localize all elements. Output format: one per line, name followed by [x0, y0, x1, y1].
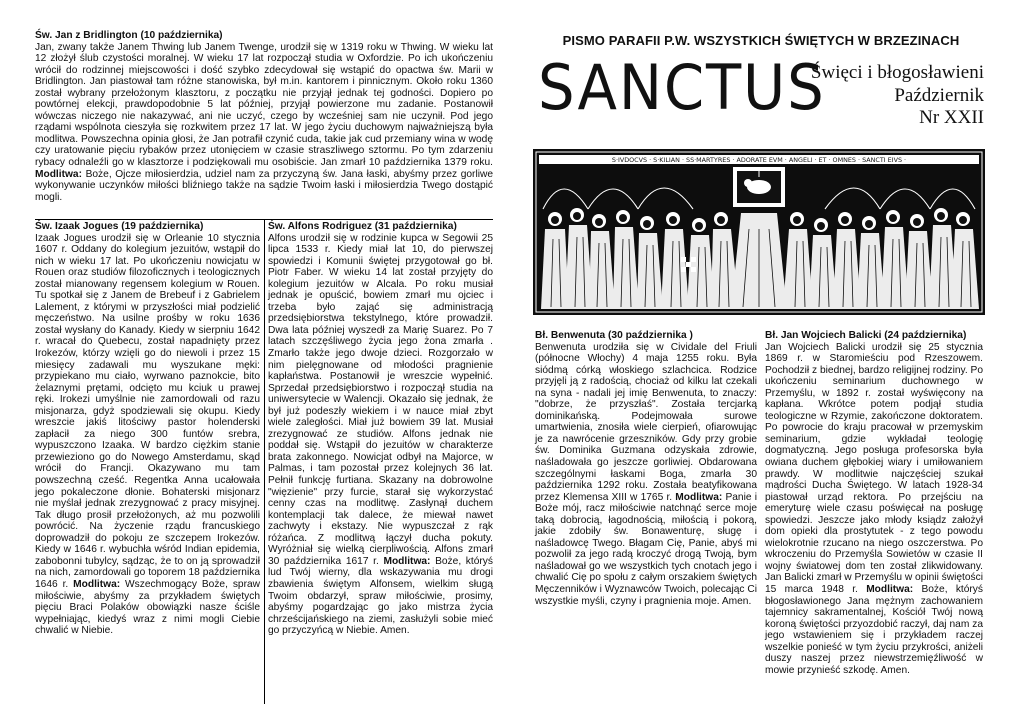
prayer-label: Modlitwa: — [675, 491, 723, 503]
article-heading: Św. Alfons Rodriguez (31 października) — [268, 221, 457, 232]
all-saints-woodcut-illustration — [533, 149, 985, 315]
issue-subtitle — [811, 62, 984, 130]
article-body: Izaak Jogues urodził się w Orleanie 10 stycznia 1607 r. Oddany do kolegium jezuitów, wstąpił do nich w wieku 17 lat. Po ukończeniu nowicjatu w Rouen oraz studiów filozoficznych i teologicznych został mianowany regensem kolegium w Rouen. Tu spotkał się z Janem de Brebeuf i z Gabrielem Lalement, z którymi w przyszłości miał podzielić męczeństwo. Na usilne prośby w roku 1636 został wysłany do Kanady. Kiedy w sierpniu 1642 r. wracał do Quebecu, został napadnięty przez Irokezów, którzy wzięli go do niewoli i przez 15 miesięcy zadawali mu wyszukane męki: przypiekano mu ciało, wyrwano paznokcie, bito żelaznymi prętami, odcięto mu kciuk u prawej ręki. Irokezi umyślnie nie zamordowali od razu misjonarza, gdyż spodziewali się okupu. Kiedy wreszcie jakiś litościwy pastor holenderski zapłacił za niego 300 funtów srebra, wypuszczono Izaaka. W bardzo ciężkim stanie przewieziono go do Nowego Amsterdamu, skąd wrócił do Francji. Okazywano mu tam powszechną cześć. Regentka Anna ucałowała jego pokaleczone dłonie. Bohaterski misjonarz nie myślał jednak zrezygnować z pracy misyjnej. Tak długo prosił przełożonych, aż mu pozwolili powrócić. Na życzenie rządu francuskiego doprowadził do pokoju ze szczepem Irokezów. Kiedy w 1646 r. wybuchła wśród Indian epidemia, zabobonni tubylcy, sądząc, że to on ją sprowadził na nich, zamordowali go toporem 18 października 1646 r. Modlitwa: Wszechmogący Boże, spraw miłościwie, abyśmy za przykładem świętych pięciu Braci Polaków obowiązki nasze ściśle wypełniając, kiedyś wraz z nimi mogli Ciebie chwalić w Niebie. — [35, 232, 260, 637]
article-izaak-jogues — [35, 221, 260, 637]
article-jan-bridlington — [35, 30, 493, 203]
article-jan-balicki — [765, 330, 983, 676]
prayer-text: Panie i Boże mój, racz miłościwie natchnąć serce moje taką dobrocią, łagodnością, miłością i pokorą, jakie zdobiły św. Bonawenturę, sługę i naśladowcę Twego. Błagam Cię, Panie, abyś mi pozwolił za jego radą kroczyć drogą Twoją, bym naśladował go we wszystkich tych cnotach jego i chwalić Cię po społu z całym orszakiem świętych Męczenników i Wyznawców Twoich, polecając Ci wszystkie myśli, czyny i pragnienia moje. Amen. — [535, 491, 757, 607]
prayer-text: Boże, któryś lud Twój wierny, dla wskazywania mu drogi zbawienia świętym Alfonsem, wielkim sługą Twoim obdarzył, spraw miłościwie, prosimy, abyśmy pogardzając go jako mistrza życia chrześcijańskiego na ziemi, zasłużyli sobie mieć go przyczyńcą w Niebie. Amen. — [268, 555, 493, 637]
article-body: Benwenuta urodziła się w Cividale del Friuli (północne Włochy) 4 maja 1255 roku. Była siódmą córką włoskiego szlachcica. Rodzice przyjęli ją z radością, chociaż od kilku lat czekali na syna - nadali jej imię Benwenuta, to znaczy: "dobrze, że przyszłaś". Została tercjarką dominikańską. Podejmowała surowe umartwienia, znosiła wiele cierpień, ofiarowując je za nawrócenie grzeszników. Gdy przy grobie św. Dominika Guzmana odzyskała zdrowie, naśladowała go jeszcze gorliwiej. Obdarowana szczególnymi łaskami Boga, zmarła 30 października 1292 roku. Została beatyfikowana przez Klemensa XIII w 1765 r. Modlitwa: Panie i Boże mój, racz miłościwie natchnąć serce moje taką dobrocią, łagodnością, miłością i pokorą, jakie zdobiły św. Bonawenturę, sługę i naśladowcę Twego. Błagam Cię, Panie, abyś mi pozwolił za jego radą kroczyć drogą Twoją, bym naśladował go we wszystkich tych cnotach jego i chwalić Cię po społu z całym orszakiem świętych Męczenników i Wyznawców Twoich, polecając Ci wszystkie myśli, czyny i pragnienia moje. Amen. — [535, 341, 757, 607]
article-body: Jan, zwany także Janem Thwing lub Janem Twenge, urodził się w 1319 roku w Thwing. W wieku lat 12 złożył ślub czystości moralnej. W wieku 17 lat rozpoczął studia w Oxfordzie. Po ich ukończeniu wrócił do rodzinnej miejscowości i dość szybko zdecydował się wstąpić do opactwa św. Marii w Bridlington. Jan piastował tam różne stanowiska, był m.in. kantorem i pinnicznym. Około roku 1360 został wybrany przełożonym klasztoru, z początku nie przyjął jednak tej godności. Dopiero po powtórnej elekcji, prawdopodobnie 5 lat później, przyjął powierzone mu zadanie. Postanowił wówczas niczego nie nakazywać, ani nie uczyć, czego by wcześniej sam nie uczynił. Pod jego rządami wspólnota cieszyła się rozkwitem przez 17 lat. W jego życiu duchowym najważniejszą była modlitwa. Powszechna opinia głosi, że Jan potrafił czynić cuda, takie jak cud przemiany wina w wodę czy uratowanie pięciu rybaków przez utonięciem w czasie straszliwego sztormu. Po tym zdarzeniu rybacy odnaleźli go w klasztorze i podziękowali mu osobiście. Jan zmarł 10 października 1379 roku. Modlitwa: Boże, Ojcze miłosierdzia, udziel nam za przyczyną św. Jana łaski, abyśmy przez gorliwe wykonywanie uczynków miłości bliźniego także na sądzie Twoim łaski i miłosierdzia Twego dostąpić mogli. — [35, 41, 493, 203]
prayer-label: Modlitwa: — [35, 168, 82, 180]
article-benwenuta — [535, 330, 757, 607]
prayer-text: Wszechmogący Boże, spraw miłościwie, abyśmy za przykładem świętych pięciu Braci Polaków obowiązki nasze ściśle wypełniając, kiedyś wraz z nimi mogli Ciebie chwalić w Niebie. — [35, 578, 260, 637]
artwork-banner-text: S·IVDOCVS · S·KILIAN · SS·MARTYRES · ADORATE EVM · ANGELI · ET · OMNES · SANCTI EIVS · — [611, 156, 907, 165]
prayer-label: Modlitwa: — [866, 584, 914, 596]
article-body: Alfons urodził się w rodzinie kupca w Segowii 25 lipca 1533 r. Kiedy miał lat 10, do pierwszej spowiedzi i Komunii świętej przygotował go bł. Piotr Faber. W wieku 14 lat został przyjęty do kolegium jezuitów w Alcala. Po roku musiał jednak je opuścić, bowiem zmarł mu ojciec i trzeba było zająć się administracją przedsiębiorstwa tekstylnego, które prowadził. Dwa lata później wyszedł za Marię Suarez. Po 7 latach szczęśliwego życia jego żona zmarła . Zmarło także jego dwoje dzieci. Rozgorzało w nim pielęgnowane od młodości pragnienie kapłaństwa. Postanowił je wreszcie wypełnić. Sprzedał przedsiębiorstwo i rozpoczął studia na uniwersytecie w Walencji. Okazało się jednak, że był już podeszły wiekiem i w nauce miał zbyt wiele zaległości. Miał już bowiem 39 lat. Musiał zrezygnować ze studiów. Alfons jednak nie poddał się. Wstąpił do jezuitów w charakterze brata zakonnego. Nowicjat odbył na Majorce, w Palmas, i tam pozostał przez kolejnych 36 lat. Pełnił funkcję furtiana. Skazany na dobrowolne "więzienie" przy furcie, starał się wykorzystać cenny czas na modlitwę. Zasłynął duchem kontemplacji tak dalece, że miewał nawet zachwyty i ekstazy. Nie wypuszczał z rąk różańca. Z modlitwą łączył ducha pokuty. Wyróżniał się wielką cierpliwością. Alfons zmarł 30 października 1617 r. Modlitwa: Boże, któryś lud Twój wierny, dla wskazywania mu drogi zbawienia świętym Alfonsem, wielkim sługą Twoim obdarzył, spraw miłościwie, prosimy, abyśmy pogardzając go jako mistrza życia chrześcijańskiego na ziemi, zasłużyli sobie mieć go przyczyńcą w Niebie. Amen. — [268, 232, 493, 637]
prayer-text: Boże, któryś błogosławionego Jana mężnym zachowaniem tajemnicy sakramentalnej, Kościół Twój nową koroną świętości przyozdobić raczył, daj nam za jego wstawieniem się i przykładem raczej wszelkie ponieść w tym życiu przykrości, aniżeli duszy naszej przez niewstrzemięźliwość w mowie przynieść szkodę. Amen. — [765, 584, 983, 676]
prayer-label: Modlitwa: — [383, 555, 431, 567]
parish-header: PISMO PARAFII P.W. WSZYSTKICH ŚWIĘTYCH W BRZEZINACH — [562, 33, 960, 48]
article-heading: Św. Izaak Jogues (19 października) — [35, 221, 204, 232]
article-alfons-rodriguez — [268, 221, 493, 637]
article-heading: Bł. Benwenuta (30 października ) — [535, 330, 693, 341]
prayer-label: Modlitwa: — [73, 578, 121, 590]
article-heading: Św. Jan z Bridlington (10 października) — [35, 30, 223, 41]
subtitle-month: Październik — [894, 84, 984, 106]
subtitle-line: Święci i błogosławieni — [810, 62, 984, 83]
article-body: Jan Wojciech Balicki urodził się 25 stycznia 1869 r. w Staromieściu pod Rzeszowem. Pochodził z biednej, bardzo religijnej rodziny. Po ukończeniu seminarium duchownego w Przemyślu, w 1892 r. został wyświęcony na kapłana. Wkrótce potem podjął studia teologiczne w Rzymie, zakończone doktoratem. Po powrocie do kraju pracował w przemyskim seminarium, gdzie wykładał teologię dogmatyczną. Jego posługa profesorska była owiana duchem głębokiej wiary i umiłowaniem prawdy. W modlitwie najczęściej szukał mądrości Ducha Świętego. W latach 1928-34 piastował urząd rektora. Po przejściu na emeryturę wiele czasu poświęcał na posługę spowiedzi. Jeszcze jako młody ksiądz założył dom opieki dla prostytutek - z tego powodu wielokrotnie rzucano na niego oszczerstwa. Po wkroczeniu do Przemyśla Sowietów w czasie II wojny światowej dom ten został zlikwidowany. Jan Balicki zmarł w Przemyślu w opinii świętości 15 marca 1948 r. Modlitwa: Boże, któryś błogosławionego Jana mężnym zachowaniem tajemnicy sakramentalnej, Kościół Twój nową koroną świętości przyozdobić raczył, daj nam za jego wstawieniem się i przykładem raczej wszelkie ponieść w tym życiu przykrości, aniżeli duszy naszej przez niewstrzemięźliwość w mowie przynieść szkodę. Amen. — [765, 341, 983, 676]
prayer-text: Boże, Ojcze miłosierdzia, udziel nam za przyczyną św. Jana łaski, abyśmy przez gorliwe wykonywanie uczynków miłości bliźniego także na sądzie Twoim łaski i miłosierdzia Twego dostąpić mogli. — [35, 168, 493, 203]
article-heading: Bł. Jan Wojciech Balicki (24 października) — [765, 330, 967, 341]
subtitle-issue-number: Nr XXII — [919, 107, 984, 128]
sanctus-logo: SANCTUS — [538, 51, 826, 124]
divider-vertical — [264, 219, 265, 704]
